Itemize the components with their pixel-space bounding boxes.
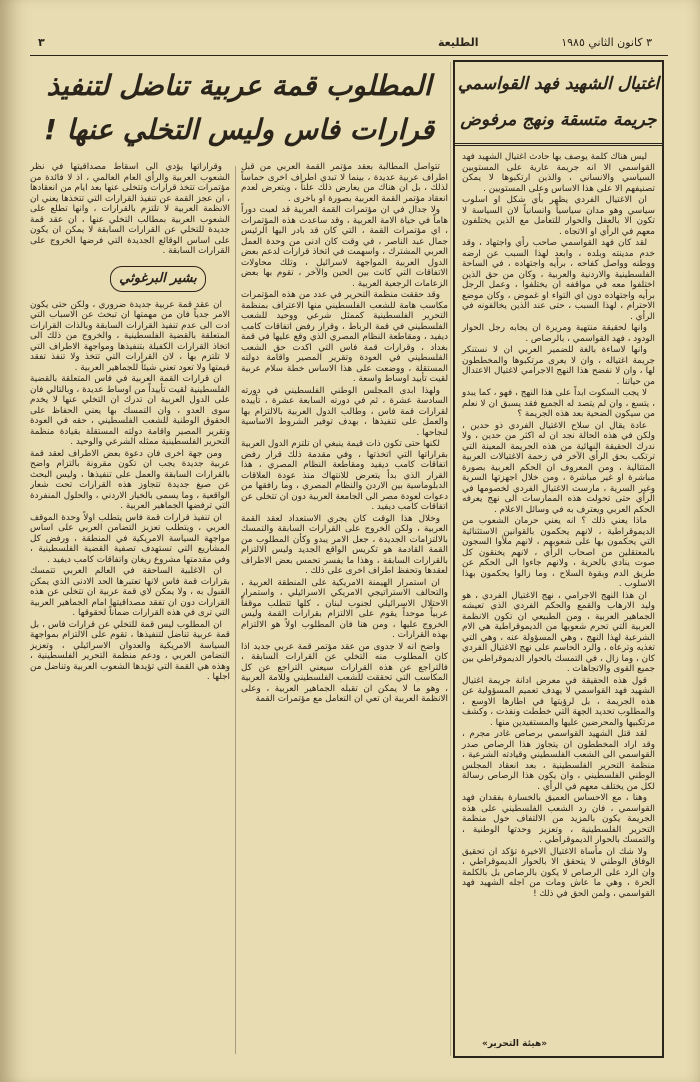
article-paragraph: ان استمرار الهيمنة الامريكية على المنطقة العربية ، والتحالف الاستراتيجي الامريكي الاسرائيلي ، واستمرار الاحتلال الاسرائيلي لجنوب لبنان ، كلها تتطلب موقفاً عربياً موحداً يقوم على الالتزام بقرارات القمة وليس الخروج عليها ، ومن هنا فان المطلوب اولاً هو الالتزام بهذه القرارات . (241, 577, 448, 640)
article-paragraph: وخلال هذا الوقت كان يجري الاستعداد لعقد القمة العربية ، ولكن الخروج على القرارات السابقة والتمسك بالالتزامات الجديدة ، جعل الامر يبدو وكأن المطلوب من القمة القادمة هو تكريس الواقع الجديد وليس الالتزام بالقرارات السابقة ، وهذا ما يفسر تحمس بعض الاطراف لعقدها وتحفظ اطراف اخرى على ذلك . (241, 513, 448, 576)
article-paragraph: ومن جهة اخرى فان دعوة بعض الاطراف لعقد قمة عربية جديدة يجب ان تكون مقرونة بالتزام واضح بالقرارات السابقة والعمل على تنفيذها ، وليس البحث عن صيغ جديدة تتجاوز هذه القرارات تحت شعار الواقعية ، وما يسمى بالخيار الاردني ، والحلول المنفردة التي ترفضها الجماهير العربية . (30, 448, 230, 511)
article-paragraph: وقد حققت منظمة التحرير في عدد من هذه المؤتمرات مكاسب هامة للشعب الفلسطيني منها الاعتراف بمنظمة التحرير الفلسطينية كممثل شرعي ووحيد للشعب الفلسطيني في قمة الرباط ، وقرار رفض اتفاقات كامب ديفيد ، ومقاطعة النظام المصري الذي وقع عليها في قمة بغداد ، وقرارات قمة فاس التي اكدت حق الشعب الفلسطيني في العودة وتقرير المصير واقامة دولته المستقلة ، ووضعت على هذا الاساس خطة سلام عربية لقيت تأييد اوساط واسعة . (241, 290, 448, 384)
editorial-body (455, 152, 662, 1050)
newspaper-name: الطليعة (438, 36, 479, 49)
editorial-paragraph: وانها لحقيقة منتهية ومريرة ان يجابه رجل الحوار الودود ، فهد القواسمي ، بالرصاص . (462, 323, 655, 344)
article-paragraph: ان عقد قمة عربية جديدة ضروري ، ولكن حتى يكون الامر جدياً فان من مهمتها ان تبحث عن الاسباب التي ادت الى عدم تنفيذ القرارات السابقة وبالذات القرارات المتعلقة بالقضية الفلسطينية ، والخروج من ذلك الى اتخاذ القرارات الكفيلة بتنفيذها ومواجهة الاطراف التي لا تلتزم بها ، لان القرارات التي تتخذ ولا تنفذ تفقد قيمتها ولا تعود تعني شيئاً للجماهير العربية . (30, 299, 230, 373)
page-number: ٣ (38, 36, 45, 49)
editorial-title-line-2: جريمة متسقة ونهج مرفوض (460, 110, 657, 130)
editorial-paragraph: ان الاغتيال الفردي يظهر بأي شكل او اسلوب سياسي وهو مدان سياسياً وانسانياً لان السياسة لا تكون الا بالعقل والحوار للتعامل مع الذين يختلفون معهم في الرأي او الاتجاه . (462, 195, 655, 237)
article-paragraph: ولهذا ابدى المجلس الوطني الفلسطيني في دورته السادسة عشرة ، ثم في دورته السابعة عشرة ، تأييده لقرارات قمة فاس ، وطالب الدول العربية بالالتزام بها والعمل على تنفيذها ، بهدف توفير الشروط الاساسية لنجاحها . (241, 385, 448, 438)
article-paragraph: ان تنفيذ قرارات قمة فاس يتطلب اولاً وحدة الموقف العربي ، ويتطلب تعزيز التضامن العربي على اساس مواجهة السياسة الامريكية في المنطقة ، ورفض كل المشاريع التي تستهدف تصفية القضية الفلسطينية ، وفي مقدمتها مشروع ريغان واتفاقات كامب ديفيد . (30, 512, 230, 565)
article-paragraph: لكنها حتى تكون ذات قيمة ينبغي ان تلتزم الدول العربية بقراراتها التي اتخذتها ، وفي مقدمة ذلك قرار رفض اتفاقات كامب ديفيد ومقاطعة النظام المصري ، هذا القرار الذي بدأ يتعرض للانتهاك منذ عودة العلاقات الدبلوماسية بين الاردن والنظام المصري ، وما رافقها من دعوات لعودة مصر الى الجامعة العربية دون ان تتخلى عن اتفاقات كامب ديفيد . (241, 439, 448, 512)
editorial-paragraph: ولا شك ان مأساة الاغتيال الاخيرة تؤكد ان تحقيق الوفاق الوطني لا يتحقق الا بالحوار الديموقراطي ، وان الرد على الرصاص لا يكون بالرصاص بل بالكلمة الحرة ، وهي ما عاش ومات من اجله الشهيد فهد القواسمي ، ولمن الحق في ذلك ! (462, 846, 655, 899)
article-column-left (30, 162, 230, 1058)
editorial-paragraph: لقد قتل الشهيد القواسمي برصاص غادر مجرم ، وقد اراد المخططون ان يتجاوز هذا الرصاص صدر القواسمي الى الشعب الفلسطيني وقيادته الشرعية ، منظمة التحرير الفلسطينية ، بعد انعقاد المجلس الوطني الفلسطيني ، وان يكون هذا الرصاص رسالة لكل من يختلف معهم في الرأي . (462, 729, 655, 792)
editorial-paragraph: قول هذه الحقيقة في معرض ادانة جريمة اغتيال الشهيد فهد القواسمي لا يهدف تعميم المسؤولية عن هذه الجريمة ، بل لرؤيتها في اطارها الاوسع ، والمطلوب تحديد الجهة التي خططت ونفذت ، وكشف مرتكبيها والمحرضين عليها والمستفيدين منها . (462, 675, 655, 728)
article-headline (30, 64, 448, 158)
headline-line-1: المطلوب قمة عربية تناضل لتنفيذ (46, 69, 432, 102)
issue-date: ٣ كانون الثاني ١٩٨٥ (561, 36, 652, 49)
article-paragraph: تتواصل المطالبة بعقد مؤتمر القمة العربي من قبل اطراف عربية عديدة ، بينما لا تبدي اطراف اخرى حماساً لذلك ، بل ان هناك من يعارض ذلك علناً ، ويتعرض لعدم انعقاد مؤتمر القمة العربية بصورة او باخرى . (241, 162, 448, 204)
article-paragraph: ان المطلوب ليس قمة للتخلي عن قرارات فاس ، بل قمة عربية تناضل لتنفيذها ، تقوم على الالتزام بمواجهة السياسة الامريكية والعدوان الاسرائيلي ، وتعزيز التضامن العربي ، ودعم منظمة التحرير الفلسطينية ، وهذه هي القمة التي تؤيدها الشعوب العربية وتناضل من اجلها . (30, 619, 230, 682)
editorial-paragraph: ماذا يعني ذلك ؟ انه يعني حرمان الشعوب من الديموقراطية ، لانهم يحكمون بالقوانين الاستثنائية التي يحكمون بها على شعوبهم ، لانهم ملأوا السجون بالمعتقلين من اصحاب الرأي ، لانهم يخنقون كل صوت ينادي بالحرية ، ولانهم جاءوا الى الحكم عن طريق الدم وبقوة السلاح ، وما زالوا يحكمون بهذا الاسلوب . (462, 516, 655, 589)
editorial-box (453, 60, 664, 1058)
editorial-paragraph: وهنا ، مع الاحساس العميق بالخسارة بفقدان فهد القواسمي ، فان رد الشعب الفلسطيني على هذه الجريمة يكون بالمزيد من الالتفاف حول منظمة التحرير الفلسطينية ، وتعزيز وحدتها الوطنية ، والتمسك بالحوار الديموقراطي . (462, 793, 655, 845)
header-rule (30, 55, 668, 56)
editorial-paragraph: عادة يقال ان سلاح الاغتيال الفردي ذو حدين ، ولكن في هذه الحالة نجد ان له اكثر من حدين ، ولا ندرك الحقيقة النهائية من هذه الجريمة المعينة التي ترتكب بحق الرأي الآخر في زحمة الاغتيالات العربية المتتالية ، ومن المعروف ان الحكم العربية بصورة مباشرة او غير مباشرة ، ومن خلال اجهزتها السرية وغير السرية ، مارست الاغتيال الفردي لخصومها في الرأي حتى تحولت هذه الممارسات الى نهج يعرفه الحكم العربي ويعترف به في وسائل الاعلام . (462, 420, 655, 515)
article-column-right (241, 162, 448, 1058)
headline-line-2: قرارات فاس وليس التخلي عنها ! (43, 113, 435, 146)
article-paragraph: ولا جدال في ان مؤتمرات القمة العربية قد لعبت دوراً هاماً في حياة الامة العربية ، وقد ساعدت هذه المؤتمرات ، اي مؤتمرات القمة ، التي كان قد بادر اليها الرئيس جمال عبد الناصر ، في وقت كان ادنى من وحدة العمل العربي المشترك ، واسهمت في اتخاذ قرارات لدعم بعض الدول العربية المواجهة لاسرائيل ، وتلك محاولات الاتفاقات التي كانت بين الحين والآخر ، تقوم بها بعض الزعامات الرجعية العربية . (241, 205, 448, 289)
article-paragraph: ان قرارات القمة العربية في فاس المتعلقة بالقضية الفلسطينية لقيت تأييداً من اوساط عديدة ، وبالتالي فان على الدول العربية ان تدرك ان التخلي عنها لا يخدم سوى العدو ، وان التمسك بها يعني الحفاظ على الحقوق الوطنية للشعب الفلسطيني ، حقه في العودة وتقرير المصير واقامة دولته المستقلة بقيادة منظمة التحرير الفلسطينية ممثله الشرعي والوحيد . (30, 374, 230, 447)
editorial-paragraph: ليس هناك كلمة يوصف بها حادث اغتيال الشهيد فهد القواسمي الا انه جريمة عارية على المستويين السياسي والانساني ، والذين ارتكبوها لا يمكن تصنيفهم الا على هذا الاساس وعلى المستويين . (462, 152, 655, 194)
editorial-paragraph: ان هذا النهج الاجرامي ، نهج الاغتيال الفردي ، هو وليد الارهاب والقمع والحكم الفردي الذي تعيشه الجماهير العربية ، ومن الطبيعي ان تكون الانظمة العربية التي تحرم شعوبها من الديموقراطية هي الام الشرعية لهذا النهج ، وهي المسؤولة عنه ، وهي التي تغذيه وترعاه ، والرد الحاسم على نهج الاغتيال الفردي كان ، وما زال ، في التمسك بالحوار الديموقراطي بين جميع القوى والاتجاهات . (462, 590, 655, 674)
author-byline: بشير البرغوثي (110, 266, 206, 292)
page-header (30, 36, 668, 52)
editorial-paragraph: وانها لاساءة بالغة للضمير العربي ان لا نستنكر جريمة اغتياله ، وان لا يعرى مرتكبوها والمخططون لها ، وان لا نفضح هذا النهج الاجرامي لاغتيال الاعتدال من حياتنا . (462, 345, 655, 387)
editorial-paragraph: لقد كان فهد القواسمي صاحب رأي واجتهاد ، وقد خدم مدينته وبلده ، وابعد لهذا السبب عن ارضه ووطنه وواصل كفاحه ، برأيه واجتهاده ، في الساحة الفلسطينية والاردنية والعربية ، وكان من حق الذين اختلفوا معه في مواقفه ان يختلفوا ، وعمل الرجل برأيه واجتهاده دون اي التواء او غموض ، وكان موضع الاحترام ، لهذا السبب ، حتى عند الذين يخالفونه في الرأي . (462, 238, 655, 322)
editorial-title (455, 62, 662, 146)
column-divider (450, 62, 451, 1056)
editorial-title-line-1: اغتيال الشهيد فهد القواسمي (457, 74, 660, 94)
column-divider (235, 166, 236, 1054)
article-paragraph: وقراراتها يؤدي الى اسقاط مصداقيتها في نظر الشعوب العربية والرأي العام العالمي ، اذ لا فائدة من مؤتمرات تتخذ قرارات وتتخلى عنها بعد ايام من انعقادها ، ان عجز القمة عن تنفيذ القرارات التي تتخذها يعني ان الانظمة العربية لا تلتزم بالقرارات ، وانها تطلع على الشعوب العربية بمطالب التخلي عنها ، ان عقد قمة جديدة للتخلي عن القرارات السابقة لا يمكن ان يكون على اساس الوقائع الجديدة التي فرضها الخروج على القرارات السابقة . (30, 162, 230, 256)
article-paragraph: ان الاغلبية الساحقة في العالم العربي تتمسك بقرارات قمة فاس لانها تعتبرها الحد الادنى الذي يمكن القبول به ، ولا يمكن لاي قمة عربية ان تتخلى عن هذه القرارات دون ان تفقد مصداقيتها امام الجماهير العربية التي ترى في هذه القرارات ضماناً لحقوقها . (30, 566, 230, 618)
article-paragraph: واضح انه لا جدوى من عقد مؤتمر قمة عربي جديد اذا كان المطلوب منه التخلي عن القرارات السابقة ، فالتراجع عن هذه القرارات سيعني التراجع عن كل المكاسب التي تحققت للشعب الفلسطيني وللامة العربية ، وهو ما لا يمكن ان تقبله الجماهير العربية ، وعلى الانظمة العربية ان تعي ان التعامل مع مؤتمرات القمة (241, 641, 448, 704)
editorial-paragraph: لا يجب السكوت ابداً على هذا النهج ، فهو ، كما يبدو ، يتسع ، وان لم يتصد له الجميع فقد يسبق ان لا نعلم من سيكون الضحية بعد هذه الجريمة ؟ (462, 388, 655, 419)
editorial-signature: «هيئة التحرير» (482, 1038, 548, 1049)
